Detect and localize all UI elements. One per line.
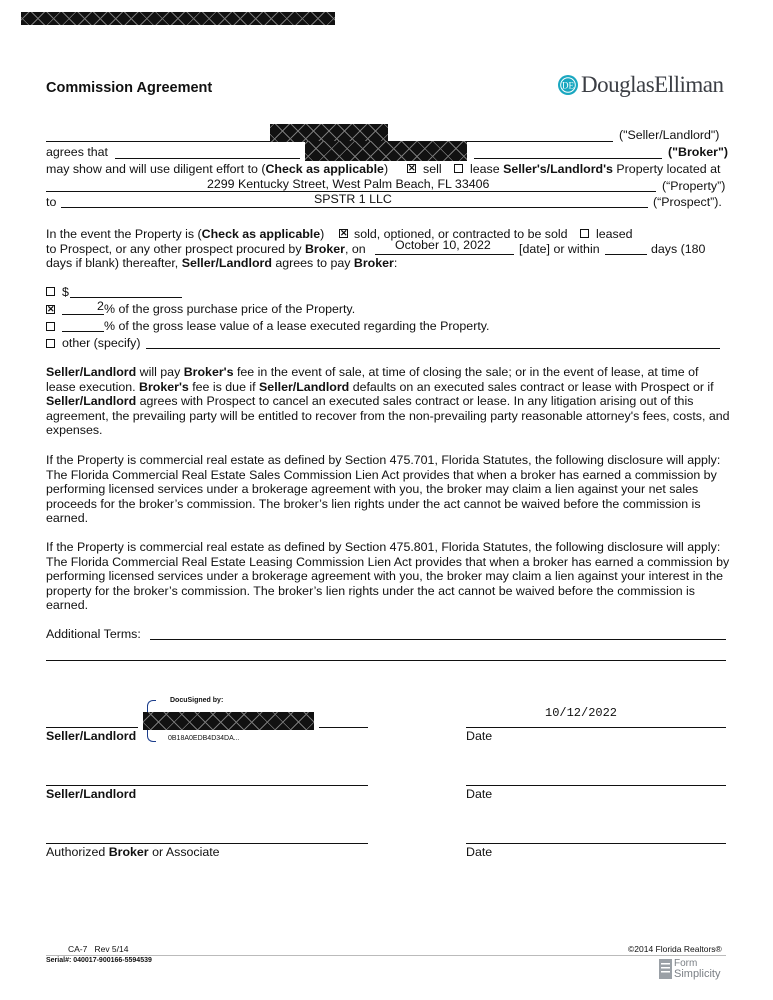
svg-text:DE: DE	[562, 80, 574, 91]
sell-checkbox[interactable]: ✕	[408, 163, 416, 173]
seller-landlord-label-2: Seller/Landlord	[46, 787, 137, 801]
option-dollar-checkbox[interactable]	[46, 287, 55, 296]
additional-terms-line-2	[46, 660, 726, 661]
date-line-2	[466, 785, 726, 786]
envelope-id: 0B18A0EDB4D34DA...	[168, 735, 240, 742]
prospect-tag: (“Prospect”).	[653, 195, 722, 209]
option-other-text: other (specify)	[62, 336, 141, 350]
leasing-lien-disclosure: If the Property is commercial real estate as defined by Section 475.801, Florida Statutes, the following disclosure will apply: The Florida Commercial Real Estate Leasing Commission Lien Act provides that when a broker has earned a commission by performing licensed services under a brokerage agreement with you, the broker may claim a lien against your interest in the property for the broker’s commission. The broker’s lien rights under the act cannot be waived before the commission is earned.	[46, 540, 730, 613]
additional-terms-label: Additional Terms:	[46, 627, 141, 641]
event-date-value[interactable]: October 10, 2022	[395, 238, 491, 252]
date-line-1	[466, 727, 726, 728]
option-purchase-checkbox[interactable]: ✕	[47, 304, 55, 314]
option-purchase-value[interactable]: 2	[97, 299, 104, 313]
docusigned-by-label: DocuSigned by:	[170, 697, 224, 704]
seller-landlord-label-1: Seller/Landlord	[46, 729, 137, 743]
option-purchase-line	[62, 314, 104, 315]
option-dollar-prefix: $	[62, 285, 69, 299]
to-label: to	[46, 195, 57, 209]
douglas-elliman-logo	[557, 72, 723, 98]
property-tag: (“Property”)	[662, 179, 726, 193]
leased-label: leased	[596, 227, 633, 241]
property-address-value[interactable]: 2299 Kentucky Street, West Palm Beach, FL 33406	[207, 177, 490, 191]
page-title: Commission Agreement	[46, 80, 213, 96]
option-other-line	[146, 348, 720, 349]
date-label-2: Date	[466, 787, 493, 801]
copyright: ©2014 Florida Realtors®	[628, 944, 722, 954]
event-line-1: In the event the Property is (Check as applicable)	[46, 227, 325, 241]
form-simplicity-text-2: Simplicity	[674, 968, 721, 980]
logo-monogram-icon	[557, 74, 579, 96]
redaction-header	[21, 12, 335, 25]
lease-checkbox[interactable]	[454, 164, 463, 173]
broker-name-line-a	[115, 158, 300, 159]
event-line-2d: days (180	[651, 242, 706, 256]
form-simplicity-logo	[659, 959, 720, 979]
form-simplicity-icon	[659, 959, 672, 979]
agrees-that-text: agrees that	[46, 145, 108, 159]
days-line	[605, 254, 647, 255]
redaction-broker-name	[305, 141, 467, 161]
sales-lien-disclosure: If the Property is commercial real estate as defined by Section 475.701, Florida Statutes, the following disclosure will apply: The Florida Commercial Real Estate Sales Commission Lien Act provides that when a broker has earned a commission by performing licensed services under a brokerage agreement with you, the broker may claim a lien against your net sales proceeds for the broker’s commission. The broker’s lien rights under the act cannot be waived before the commission is earned.	[46, 453, 721, 526]
may-show-text: may show and will use diligent effort to (Check as applicable)	[46, 162, 389, 176]
lease-property-text: lease Seller's/Landlord's Property located at	[470, 162, 721, 176]
additional-terms-line-1	[150, 639, 726, 640]
redaction-signature	[143, 712, 314, 730]
event-line-2a: to Prospect, or any other prospect procured by Broker, on	[46, 242, 366, 256]
seller-signature-line-b	[319, 727, 368, 728]
payment-terms-paragraph: Seller/Landlord will pay Broker's fee in the event of sale, at time of closing the sale; or in the event of lease, at time of lease execution. Broker's fee is due if Seller/Landlord defaults on an executed sales contract or lease with Prospect or if Seller/Landlord agrees with Prospect to cancel an executed sales contract or lease. In any litigation arising out of this agreement, the prevailing party will be entitled to recover from the non-prevailing party reasonable attorney's fees, costs, and expenses.	[46, 365, 730, 438]
broker-name-line-b	[474, 158, 662, 159]
option-lease-text: % of the gross lease value of a lease executed regarding the Property.	[104, 319, 490, 333]
sold-checkbox[interactable]: ✕	[340, 228, 348, 238]
date-label-1: Date	[466, 729, 493, 743]
leased-checkbox[interactable]	[580, 229, 589, 238]
option-purchase-text: % of the gross purchase price of the Property.	[104, 302, 356, 316]
form-simplicity-text-1: Form	[674, 958, 698, 969]
sell-label: sell	[423, 162, 442, 176]
broker-tag: ("Broker")	[668, 145, 728, 159]
option-lease-checkbox[interactable]	[46, 322, 55, 331]
serial-number: Serial#: 040017-900166-5594539	[46, 957, 152, 964]
event-line-3: days if blank) thereafter, Seller/Landlord agrees to pay Broker:	[46, 256, 398, 270]
prospect-value[interactable]: SPSTR 1 LLC	[314, 192, 392, 206]
redaction-seller-name	[270, 124, 388, 142]
option-lease-line	[62, 331, 104, 332]
footer-rule	[46, 955, 726, 956]
option-other-checkbox[interactable]	[46, 339, 55, 348]
form-code: CA-7 Rev 5/14	[68, 944, 129, 954]
sold-label: sold, optioned, or contracted to be sold	[354, 227, 568, 241]
authorized-broker-label: Authorized Broker or Associate	[46, 845, 220, 859]
logo-brand-text: DouglasElliman	[581, 72, 724, 97]
date-line-3	[466, 843, 726, 844]
signature-date-value[interactable]: 10/12/2022	[545, 706, 618, 720]
date-label-3: Date	[466, 845, 493, 859]
prospect-line	[61, 207, 648, 208]
seller-landlord-tag: ("Seller/Landlord")	[619, 128, 720, 142]
option-dollar-line	[70, 297, 182, 298]
event-line-2c: [date] or within	[519, 242, 600, 256]
